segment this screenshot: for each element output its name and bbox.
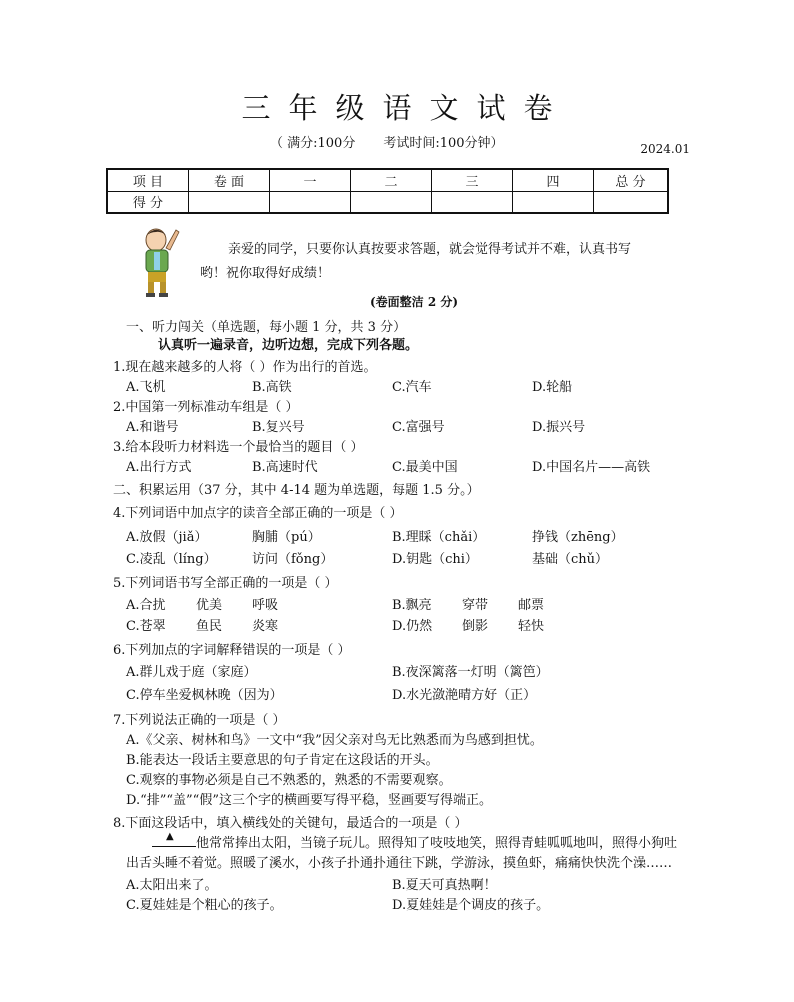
q5-option-a2: 优美 [196, 598, 223, 613]
header-cell-part3: 三 [432, 169, 513, 191]
score-table-score-row [107, 191, 668, 213]
q5-option-a3: 呼吸 [252, 598, 279, 613]
header-cell-part1: 一 [270, 169, 351, 191]
q4-option-b1: B.理睬（chǎi） [392, 530, 486, 545]
greeting-line-1: 亲爱的同学，只要你认真按要求答题，就会觉得考试并不难，认真书写 [228, 242, 632, 257]
triangle-marker-icon: ▲ [166, 831, 174, 842]
question-8-stem: 8.下面这段话中，填入横线处的关键句，最适合的一项是（ ） [113, 816, 468, 831]
page-title: 三年级语文试卷 [241, 91, 571, 125]
q4-option-d2: 基础（chǔ） [532, 552, 609, 567]
q8-passage-line-1 [152, 832, 677, 851]
q5-option-c1: C.苍翠 [126, 619, 166, 634]
q5-option-b3: 邮票 [518, 598, 545, 613]
score-table-header-row [107, 169, 668, 191]
q5-option-b2: 穿带 [462, 598, 489, 613]
q5-option-d3: 轻快 [518, 619, 545, 634]
header-cell-neatness: 卷 面 [189, 169, 270, 191]
score-table [106, 168, 669, 214]
q6-option-c: C.停车坐爱枫林晚（因为） [126, 688, 283, 703]
section1-heading: 一、听力闯关（单选题，每小题 1 分，共 3 分） [126, 320, 407, 335]
q7-option-c: C.观察的事物必须是自己不熟悉的，熟悉的不需要观察。 [126, 773, 452, 788]
q8-passage-line-2: 出舌头睡不着觉。照暖了溪水，小孩子扑通扑通往下跳，学游泳，摸鱼虾，痛痛快快洗个澡…… [126, 856, 673, 871]
q8-option-a: A.太阳出来了。 [126, 878, 218, 893]
answer-blank[interactable] [152, 831, 196, 847]
question-3-stem: 3.给本段听力材料选一个最恰当的题目（ ） [113, 440, 364, 455]
q6-option-a: A.群儿戏于庭（家庭） [126, 665, 257, 680]
q5-option-a1: A.合扰 [126, 598, 166, 613]
q1-option-a: A.飞机 [126, 380, 166, 395]
q3-option-c: C.最美中国 [392, 460, 458, 475]
header-cell-total: 总 分 [594, 169, 669, 191]
q7-option-b: B.能表达一段话主要意思的句子肯定在这段话的开头。 [126, 753, 439, 768]
score-cell-part2[interactable] [351, 191, 432, 213]
q5-option-c2: 鱼民 [196, 619, 223, 634]
q4-option-d1: D.钥匙（chi） [392, 552, 478, 567]
q5-option-c3: 炎寒 [252, 619, 279, 634]
exam-info [270, 132, 504, 151]
question-2-stem: 2.中国第一列标准动车组是（ ） [113, 400, 299, 415]
exam-time: 考试时间:100分钟） [383, 136, 504, 151]
q5-option-d2: 倒影 [462, 619, 489, 634]
q6-option-d: D.水光潋滟晴方好（正） [392, 688, 537, 703]
student-illustration [136, 226, 182, 298]
q7-option-d: D.“排”“盖”“假”这三个字的横画要写得平稳，竖画要写得端正。 [126, 793, 492, 808]
q5-option-b1: B.飘亮 [392, 598, 432, 613]
q7-option-a: A.《父亲、树林和鸟》一文中“我”因父亲对鸟无比熟悉而为鸟感到担忧。 [126, 733, 543, 748]
question-7-stem: 7.下列说法正确的一项是（ ） [113, 713, 286, 728]
q4-option-c2: 访问（fǒng） [252, 552, 334, 567]
header-cell-part4: 四 [513, 169, 594, 191]
q2-option-d: D.振兴号 [532, 420, 586, 435]
q8-option-c: C.夏娃娃是个粗心的孩子。 [126, 898, 283, 913]
score-cell-total[interactable] [594, 191, 669, 213]
q2-option-b: B.复兴号 [252, 420, 305, 435]
greeting-line-2: 哟！祝你取得好成绩！ [200, 266, 331, 281]
section1-instruction: 认真听一遍录音，边听边想，完成下列各题。 [158, 338, 419, 353]
q4-option-c1: C.凌乱（líng） [126, 552, 217, 567]
question-6-stem: 6.下列加点的字词解释错误的一项是（ ） [113, 643, 351, 658]
header-cell-part2: 二 [351, 169, 432, 191]
q1-option-d: D.轮船 [532, 380, 573, 395]
neatness-note: (卷面整洁 2 分) [370, 295, 459, 309]
q8-option-b: B.夏天可真热啊！ [392, 878, 497, 893]
q4-option-b2: 挣钱（zhēng） [532, 530, 624, 545]
q8-option-d: D.夏娃娃是个调皮的孩子。 [392, 898, 550, 913]
full-score: （ 满分:100分 [270, 136, 356, 151]
q3-option-d: D.中国名片——高铁 [532, 460, 651, 475]
q2-option-c: C.富强号 [392, 420, 445, 435]
score-cell-neatness[interactable] [189, 191, 270, 213]
q6-option-b: B.夜深篱落一灯明（篱笆） [392, 665, 549, 680]
q4-option-a2: 胸脯（pú） [252, 530, 321, 545]
score-cell-part1[interactable] [270, 191, 351, 213]
question-1-stem: 1.现在越来越多的人将（ ）作为出行的首选。 [113, 360, 377, 375]
score-cell-part4[interactable] [513, 191, 594, 213]
q1-option-b: B.高铁 [252, 380, 292, 395]
q2-option-a: A.和谐号 [126, 420, 179, 435]
q3-option-b: B.高速时代 [252, 460, 318, 475]
score-cell-part3[interactable] [432, 191, 513, 213]
section2-heading: 二、积累运用（37 分，其中 4-14 题为单选题，每题 1.5 分。） [113, 483, 480, 498]
question-4-stem: 4.下列词语中加点字的读音全部正确的一项是（ ） [113, 506, 403, 521]
q3-option-a: A.出行方式 [126, 460, 192, 475]
header-cell-item: 项 目 [107, 169, 189, 191]
question-5-stem: 5.下列词语书写全部正确的一项是（ ） [113, 576, 338, 591]
q1-option-c: C.汽车 [392, 380, 432, 395]
score-row-label: 得 分 [107, 191, 189, 213]
q5-option-d1: D.仍然 [392, 619, 433, 634]
q8-passage-text-1: 他常常捧出太阳，当镜子玩儿。照得知了吱吱地笑，照得青蛙呱呱地叫，照得小狗吐 [196, 836, 678, 851]
exam-date: 2024.01 [640, 142, 690, 156]
q4-option-a1: A.放假（jiǎ） [126, 530, 208, 545]
